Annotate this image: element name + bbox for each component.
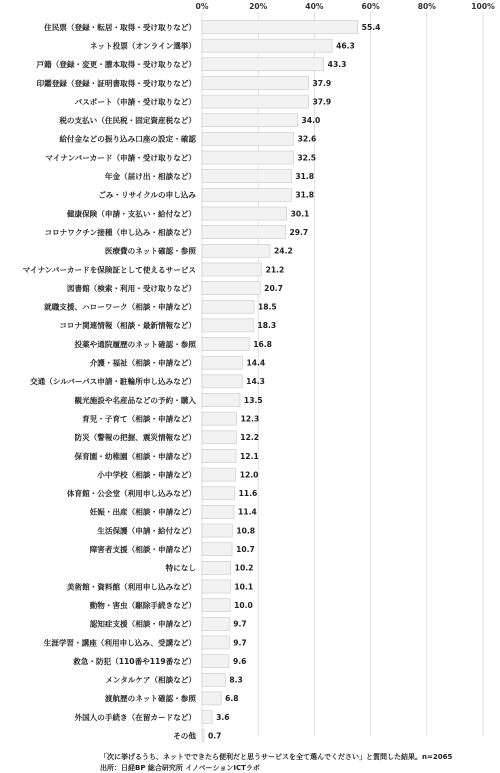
value-label: 31.8 [295, 172, 315, 181]
value-label: 46.3 [336, 41, 355, 51]
value-label: 9.7 [233, 619, 247, 629]
bar [202, 692, 221, 705]
category-label: 特になし [165, 563, 196, 573]
value-label: 30.1 [290, 209, 310, 219]
category-label: 税の支払い（住民税・固定資産税など） [59, 116, 196, 126]
x-axis-ticks [196, 2, 496, 11]
bar [202, 300, 254, 313]
category-label: パスポート（申請・受け取りなど） [74, 97, 196, 107]
category-label: ネット投票（オンライン選挙） [89, 41, 196, 51]
category-label: マイナンバーカードを保険証として使えるサービス [22, 265, 196, 275]
category-label: 保育園・幼稚園（相談・申請など） [74, 451, 196, 461]
value-label: 14.4 [246, 358, 266, 368]
value-label: 20.7 [264, 283, 283, 293]
category-label: 外国人の手続き（在留カードなど） [74, 712, 196, 722]
value-label: 31.8 [295, 190, 315, 200]
category-label: 生活保護（申請・給付など） [97, 526, 196, 536]
bar [202, 244, 270, 257]
bar [202, 431, 236, 444]
category-label: 印鑑登録（登録・証明書取得・受け取りなど） [36, 78, 196, 88]
value-label: 11.6 [238, 489, 258, 499]
x-tick-label: 0% [195, 2, 209, 11]
value-label: 8.3 [229, 675, 243, 685]
value-label: 6.8 [225, 694, 239, 704]
bar [202, 58, 324, 71]
value-label: 12.2 [240, 433, 260, 443]
bar [202, 543, 232, 556]
bar [202, 711, 212, 724]
bar [202, 95, 308, 108]
category-label: 美術館・資料館（利用申し込みなど） [66, 582, 196, 592]
value-label: 24.2 [274, 246, 293, 256]
value-label: 18.3 [257, 321, 277, 331]
value-label: 11.4 [238, 507, 257, 517]
x-tick-label: 20% [249, 2, 268, 11]
category-label: 認知症支援（相談・申請など） [89, 619, 196, 629]
bar [202, 561, 231, 574]
category-label: 防災（警報の把握、震災情報など） [74, 433, 196, 443]
category-label: コロナ関連情報（相談・最新情報など） [59, 321, 196, 331]
category-label: 住民票（登録・転居・取得・受け取りなど） [44, 22, 196, 32]
category-label: 健康保険（申請・支払い・給付など） [66, 209, 196, 219]
bar [202, 636, 229, 649]
bar [202, 76, 308, 89]
value-label: 37.9 [312, 78, 332, 88]
bar [202, 132, 294, 145]
value-label: 18.5 [257, 302, 277, 312]
bar [202, 394, 240, 407]
category-label: 投薬や通院履歴のネット確認・参照 [74, 339, 196, 349]
bar [202, 21, 358, 34]
bar [202, 487, 235, 500]
bar [202, 412, 237, 425]
bar [202, 263, 262, 276]
bar [202, 468, 236, 481]
category-label: 年金（届け出・相談など） [104, 172, 196, 181]
bar [202, 338, 249, 351]
bar [202, 505, 234, 518]
category-label: 体育館・公会堂（利用申し込みなど） [66, 489, 196, 499]
category-label: 救急・防犯（110番や119番など） [73, 656, 196, 666]
category-label: 障害者支援（相談・申請など） [89, 545, 196, 554]
category-label: 就職支援、ハローワーク（相談・申請など） [44, 302, 196, 312]
value-label: 55.4 [361, 22, 381, 32]
x-tick-label: 80% [417, 2, 436, 11]
category-label: 育児・子育て（相談・申請など） [82, 414, 196, 424]
bar [202, 319, 253, 332]
value-label: 0.7 [207, 731, 222, 741]
value-label: 32.6 [297, 134, 317, 144]
category-label: 妊娠・出産（相談・申請など） [89, 507, 196, 517]
bar [202, 729, 204, 742]
category-label: 動物・害虫（駆除手続きなど） [89, 600, 196, 610]
value-label: 10.8 [236, 526, 256, 536]
bar [202, 188, 291, 201]
bar [202, 580, 230, 593]
bar [202, 114, 298, 127]
value-label: 32.5 [297, 153, 317, 163]
category-label: 交通（シルバーパス申請・駐輪所申し込みなど） [30, 377, 196, 387]
category-label: 渡航歴のネット確認・参照 [104, 694, 196, 704]
value-label: 37.9 [312, 97, 332, 107]
category-label: メンタルケア（相談など） [105, 675, 196, 685]
x-tick-label: 100% [471, 2, 495, 11]
value-label: 14.3 [246, 377, 265, 387]
value-label: 34.0 [301, 116, 321, 126]
value-label: 29.7 [289, 227, 309, 237]
value-label: 21.2 [265, 265, 285, 275]
bar [202, 375, 242, 388]
bar [202, 673, 225, 686]
bar [202, 151, 293, 164]
category-label: ごみ・リサイクルの申し込み [98, 190, 196, 200]
bar [202, 226, 285, 239]
bar [202, 524, 232, 537]
value-label: 9.7 [233, 638, 247, 648]
bars [202, 21, 358, 743]
category-label: 給付金などの振り込み口座の設定・確認 [59, 134, 196, 144]
bar [202, 617, 229, 630]
bar [202, 282, 260, 295]
value-label: 13.5 [243, 395, 263, 405]
category-labels [23, 22, 197, 741]
value-label: 10.7 [236, 545, 255, 554]
value-label: 9.6 [232, 656, 247, 666]
category-label: 戸籍（登録・変更・謄本取得・受け取りなど） [36, 60, 196, 70]
category-label: 生涯学習・講座（利用申し込み、受講など） [43, 638, 196, 648]
category-label: 小中学校（相談・申請など） [97, 470, 196, 480]
category-label: 介護・福祉（相談・申請など） [89, 358, 196, 368]
x-tick-label: 40% [305, 2, 324, 11]
bar [202, 599, 230, 612]
x-tick-label: 60% [361, 2, 380, 11]
value-label: 12.1 [240, 451, 259, 461]
value-label: 43.3 [327, 60, 347, 70]
value-label: 12.0 [239, 470, 259, 480]
bar [202, 39, 332, 52]
bar [202, 655, 229, 668]
value-label: 10.0 [234, 600, 253, 610]
value-label: 3.6 [216, 712, 230, 722]
category-label: マイナンバーカード（申請・受け取りなど） [45, 153, 196, 163]
category-label: 図書館（検索・利用・受け取りなど） [66, 283, 196, 293]
category-label: コロナワクチン接種（申し込み・相談など） [44, 227, 196, 237]
value-label: 10.2 [234, 563, 254, 573]
bar [202, 449, 236, 462]
value-label: 10.1 [234, 582, 254, 592]
survey-question-note: 「次に挙げるうち、ネットでできたら便利だと思うサービスを全て選んでください」と質問した結果。n=2065 [100, 753, 453, 761]
category-label: 医療費のネット確認・参照 [104, 246, 196, 256]
value-label: 16.8 [253, 339, 272, 349]
source-note: 出所：日経BP 総合研究所 イノベーションICTラボ [100, 764, 260, 772]
bar [202, 170, 291, 183]
category-label: 観光施設や名産品などの予約・購入 [74, 395, 196, 405]
category-label: その他 [173, 731, 196, 741]
value-label: 12.3 [240, 414, 260, 424]
bar [202, 207, 287, 220]
bar [202, 356, 242, 369]
